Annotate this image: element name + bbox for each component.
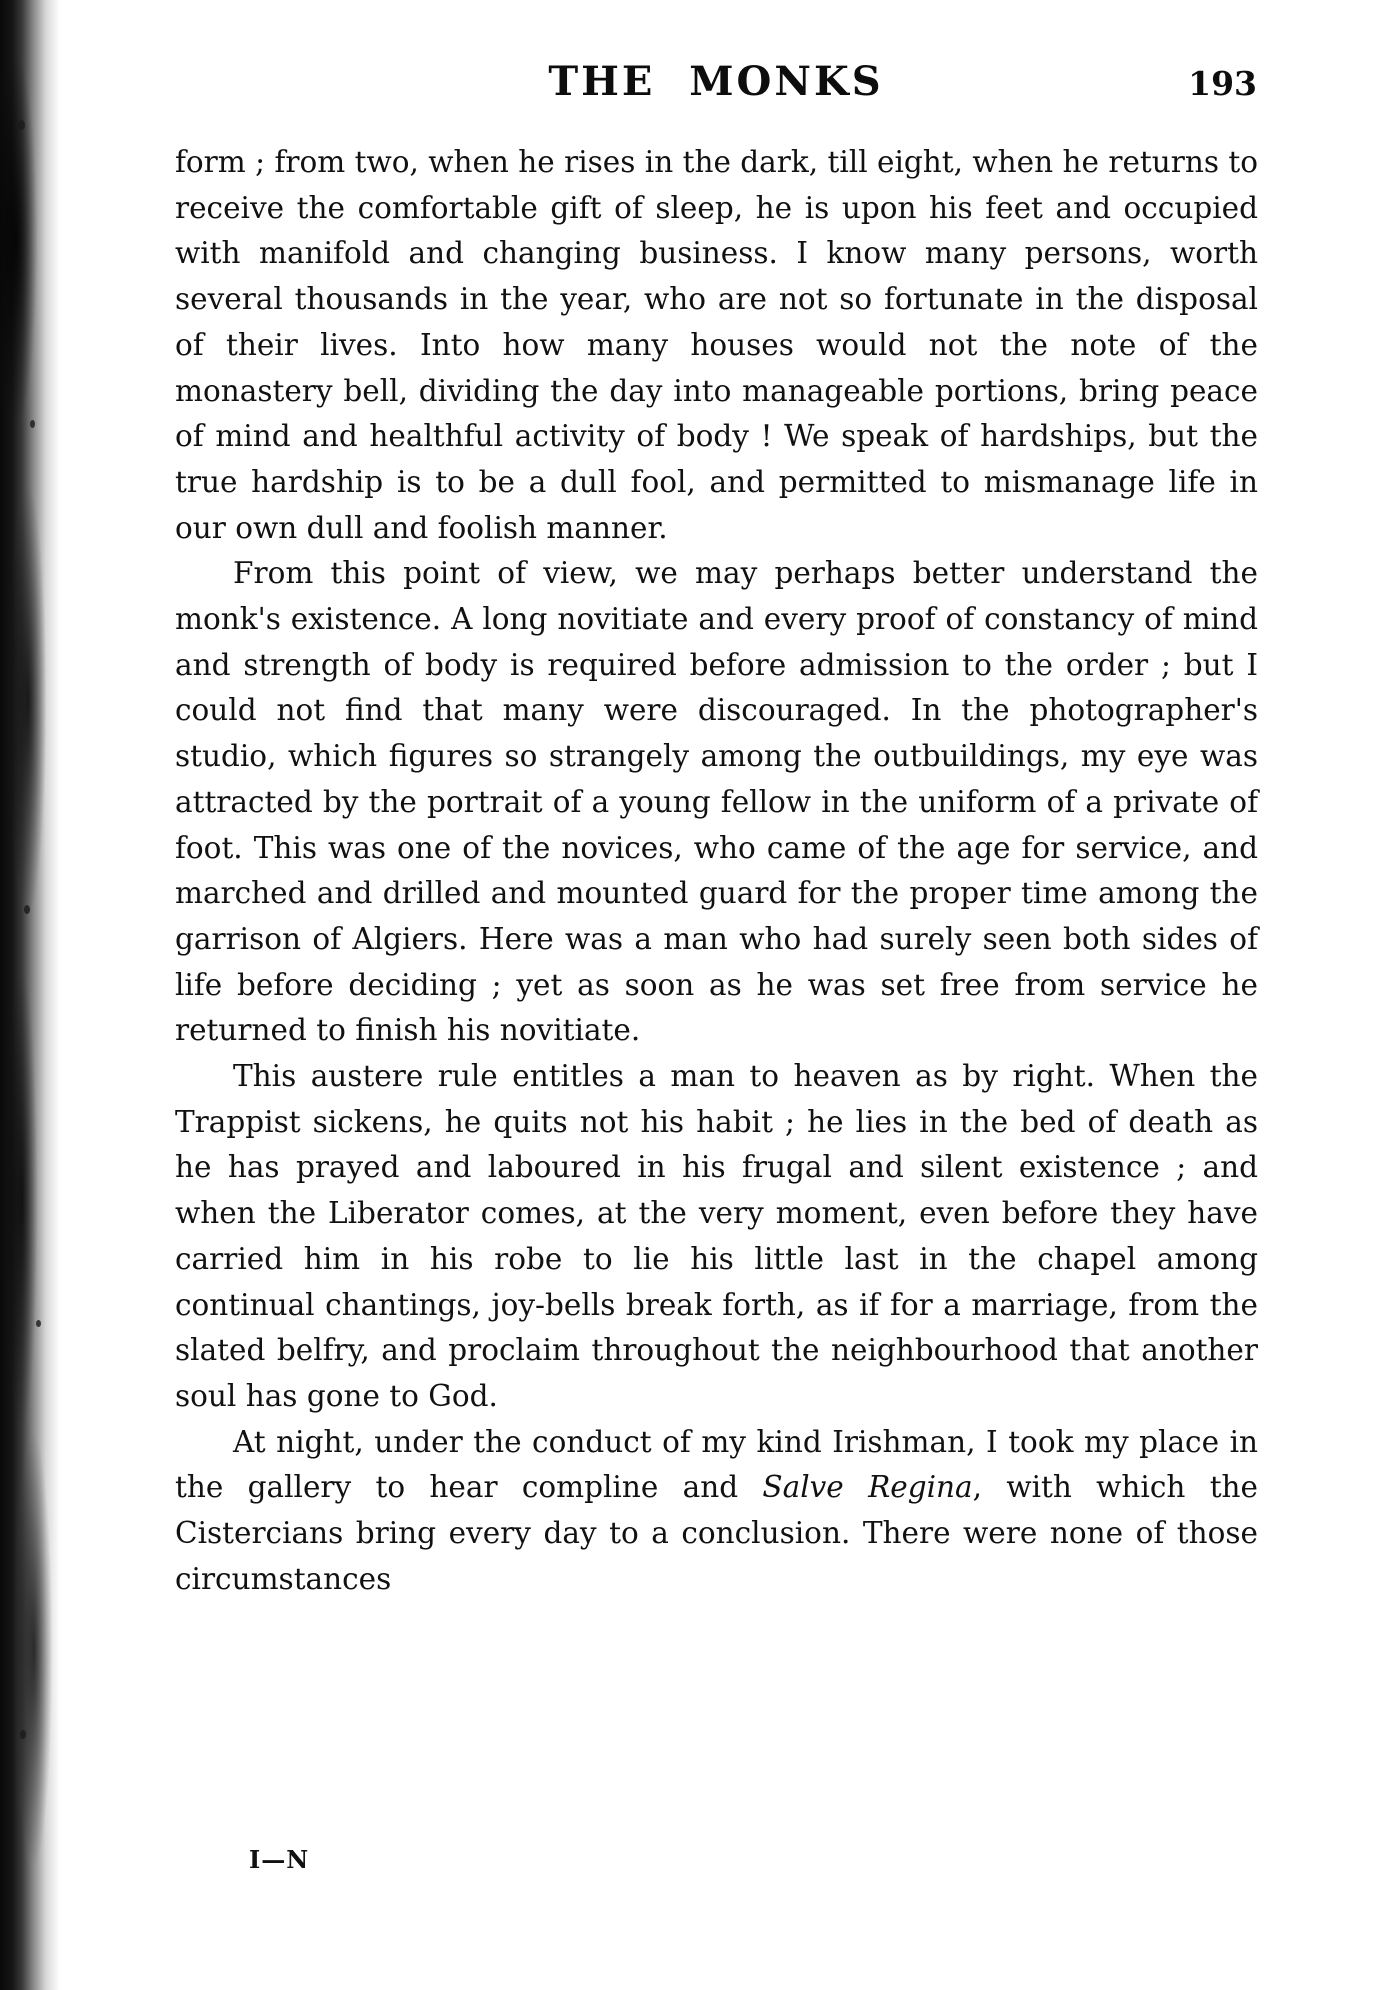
paragraph-text: , with which the Cistercians bring every day to a conclusion. There were none of those circumstances bbox=[175, 1470, 1259, 1596]
paragraph bbox=[175, 1420, 1258, 1603]
page-title: THE MONKS bbox=[548, 58, 884, 105]
paragraph bbox=[175, 1054, 1258, 1420]
running-head bbox=[175, 58, 1257, 105]
paragraph-text: This austere rule entitles a man to heaven as by right. When the Trappist sickens, he quits not his habit ; he lies in the bed of death as he has prayed and laboured in his frugal and silent existence ; and when the Liberator comes, at the very moment, even before they have carried him in his robe to lie his little last in the chapel among continual chantings, joy-bells break forth, as if for a marriage, from the slated belfry, and proclaim throughout the neighbourhood that another soul has gone to God. bbox=[175, 1059, 1258, 1413]
paragraph bbox=[175, 140, 1258, 551]
paragraph bbox=[175, 551, 1258, 1054]
scan-gutter-shadow bbox=[0, 0, 62, 1990]
paragraph-text: form ; from two, when he rises in the dark, till eight, when he returns to receive the comfortable gift of sleep, he is upon his feet and occupied with manifold and changing business. I know many persons, worth several thousands in the year, who are not so fortunate in the disposal of their lives. Into how many houses would not the note of the monastery bell, dividing the day into manageable portions, bring peace of mind and healthful activity of body ! We speak of hardships, but the true hardship is to be a dull fool, and permitted to mismanage life in our own dull and foolish manner. bbox=[175, 145, 1258, 545]
page-number: 193 bbox=[1188, 64, 1257, 103]
signature-mark: I—N bbox=[249, 1845, 310, 1874]
page-body bbox=[175, 140, 1258, 1603]
paragraph-text: From this point of view, we may perhaps better understand the monk's existence. A long novitiate and every proof of constancy of mind and strength of body is required before admission to the order ; but I could not find that many were discouraged. In the photographer's studio, which figures so strangely among the outbuildings, my eye was attracted by the portrait of a young fellow in the uniform of a private of foot. This was one of the novices, who came of the age for service, and marched and drilled and mounted guard for the proper time among the garrison of Algiers. Here was a man who had surely seen both sides of life before deciding ; yet as soon as he was set free from service he returned to finish his novitiate. bbox=[175, 556, 1258, 1048]
italic-title: Salve Regina bbox=[762, 1470, 973, 1505]
paragraph-text: At night, under the conduct of my kind Irishman, I took my place in the gallery to hear compline and bbox=[175, 1424, 1258, 1505]
